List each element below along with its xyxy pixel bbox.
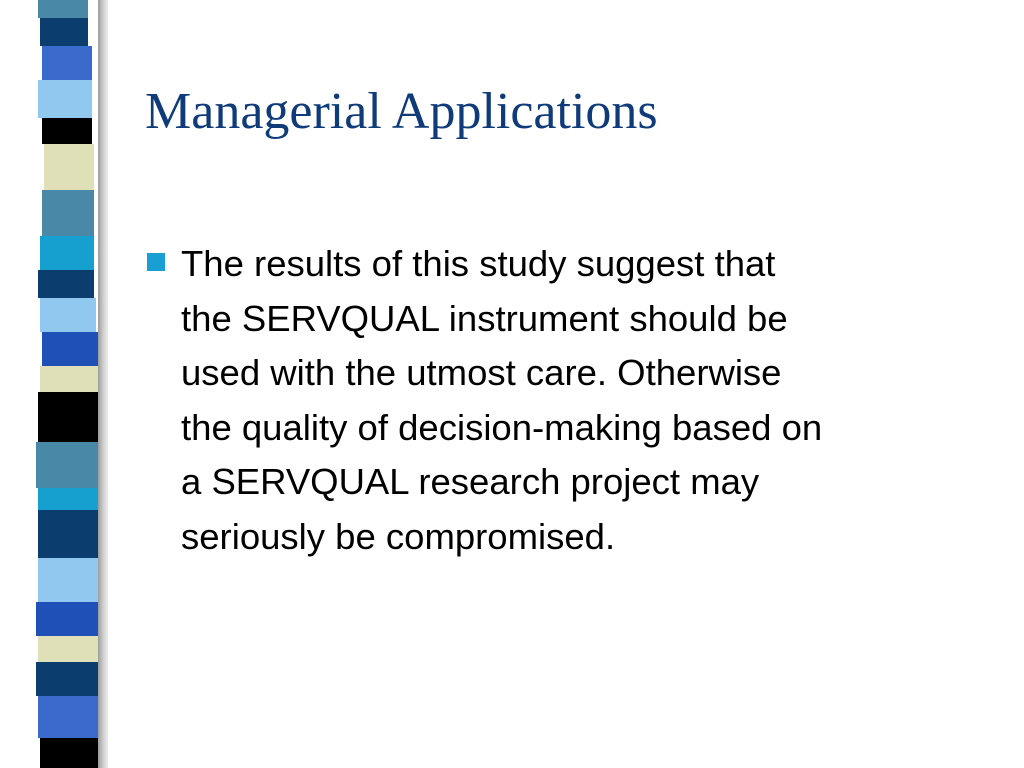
stripe-band [44, 144, 94, 190]
stripe-band [38, 80, 92, 118]
stripe-band [40, 738, 98, 768]
square-bullet-icon [147, 253, 165, 271]
stripe-pattern [0, 0, 100, 768]
stripe-band [38, 0, 88, 18]
stripe-band [42, 46, 92, 80]
stripe-band [36, 442, 98, 488]
stripe-band [40, 298, 96, 332]
bullet-line: The results of this study suggest that [181, 243, 776, 284]
bullet-item [145, 237, 995, 564]
bullet-line: used with the utmost care. Otherwise [181, 352, 782, 393]
bullet-line: the quality of decision-making based on [181, 406, 823, 448]
slide-title: Managerial Applications [145, 83, 658, 140]
stripe-band [38, 270, 94, 298]
stripe-band [36, 662, 98, 696]
stripe-band [36, 602, 98, 636]
stripe-band [42, 332, 98, 366]
bullet-line: seriously be compromised. [181, 515, 616, 557]
bullet-list [145, 237, 995, 564]
stripe-band [42, 190, 94, 236]
stripe-band [38, 696, 98, 738]
bullet-line: a SERVQUAL research project may [181, 461, 760, 502]
stripe-band [38, 510, 98, 558]
stripe-band [40, 366, 98, 392]
stripe-band [40, 236, 94, 270]
stripe-band [42, 118, 92, 144]
stripe-band [38, 488, 98, 510]
stripe-band [38, 558, 98, 602]
bullet-line: the SERVQUAL instrument should be [181, 297, 788, 339]
stripe-band [38, 636, 98, 662]
decorative-stripe-bar [0, 0, 110, 768]
stripe-band [40, 18, 88, 46]
stripe-band [38, 392, 98, 442]
